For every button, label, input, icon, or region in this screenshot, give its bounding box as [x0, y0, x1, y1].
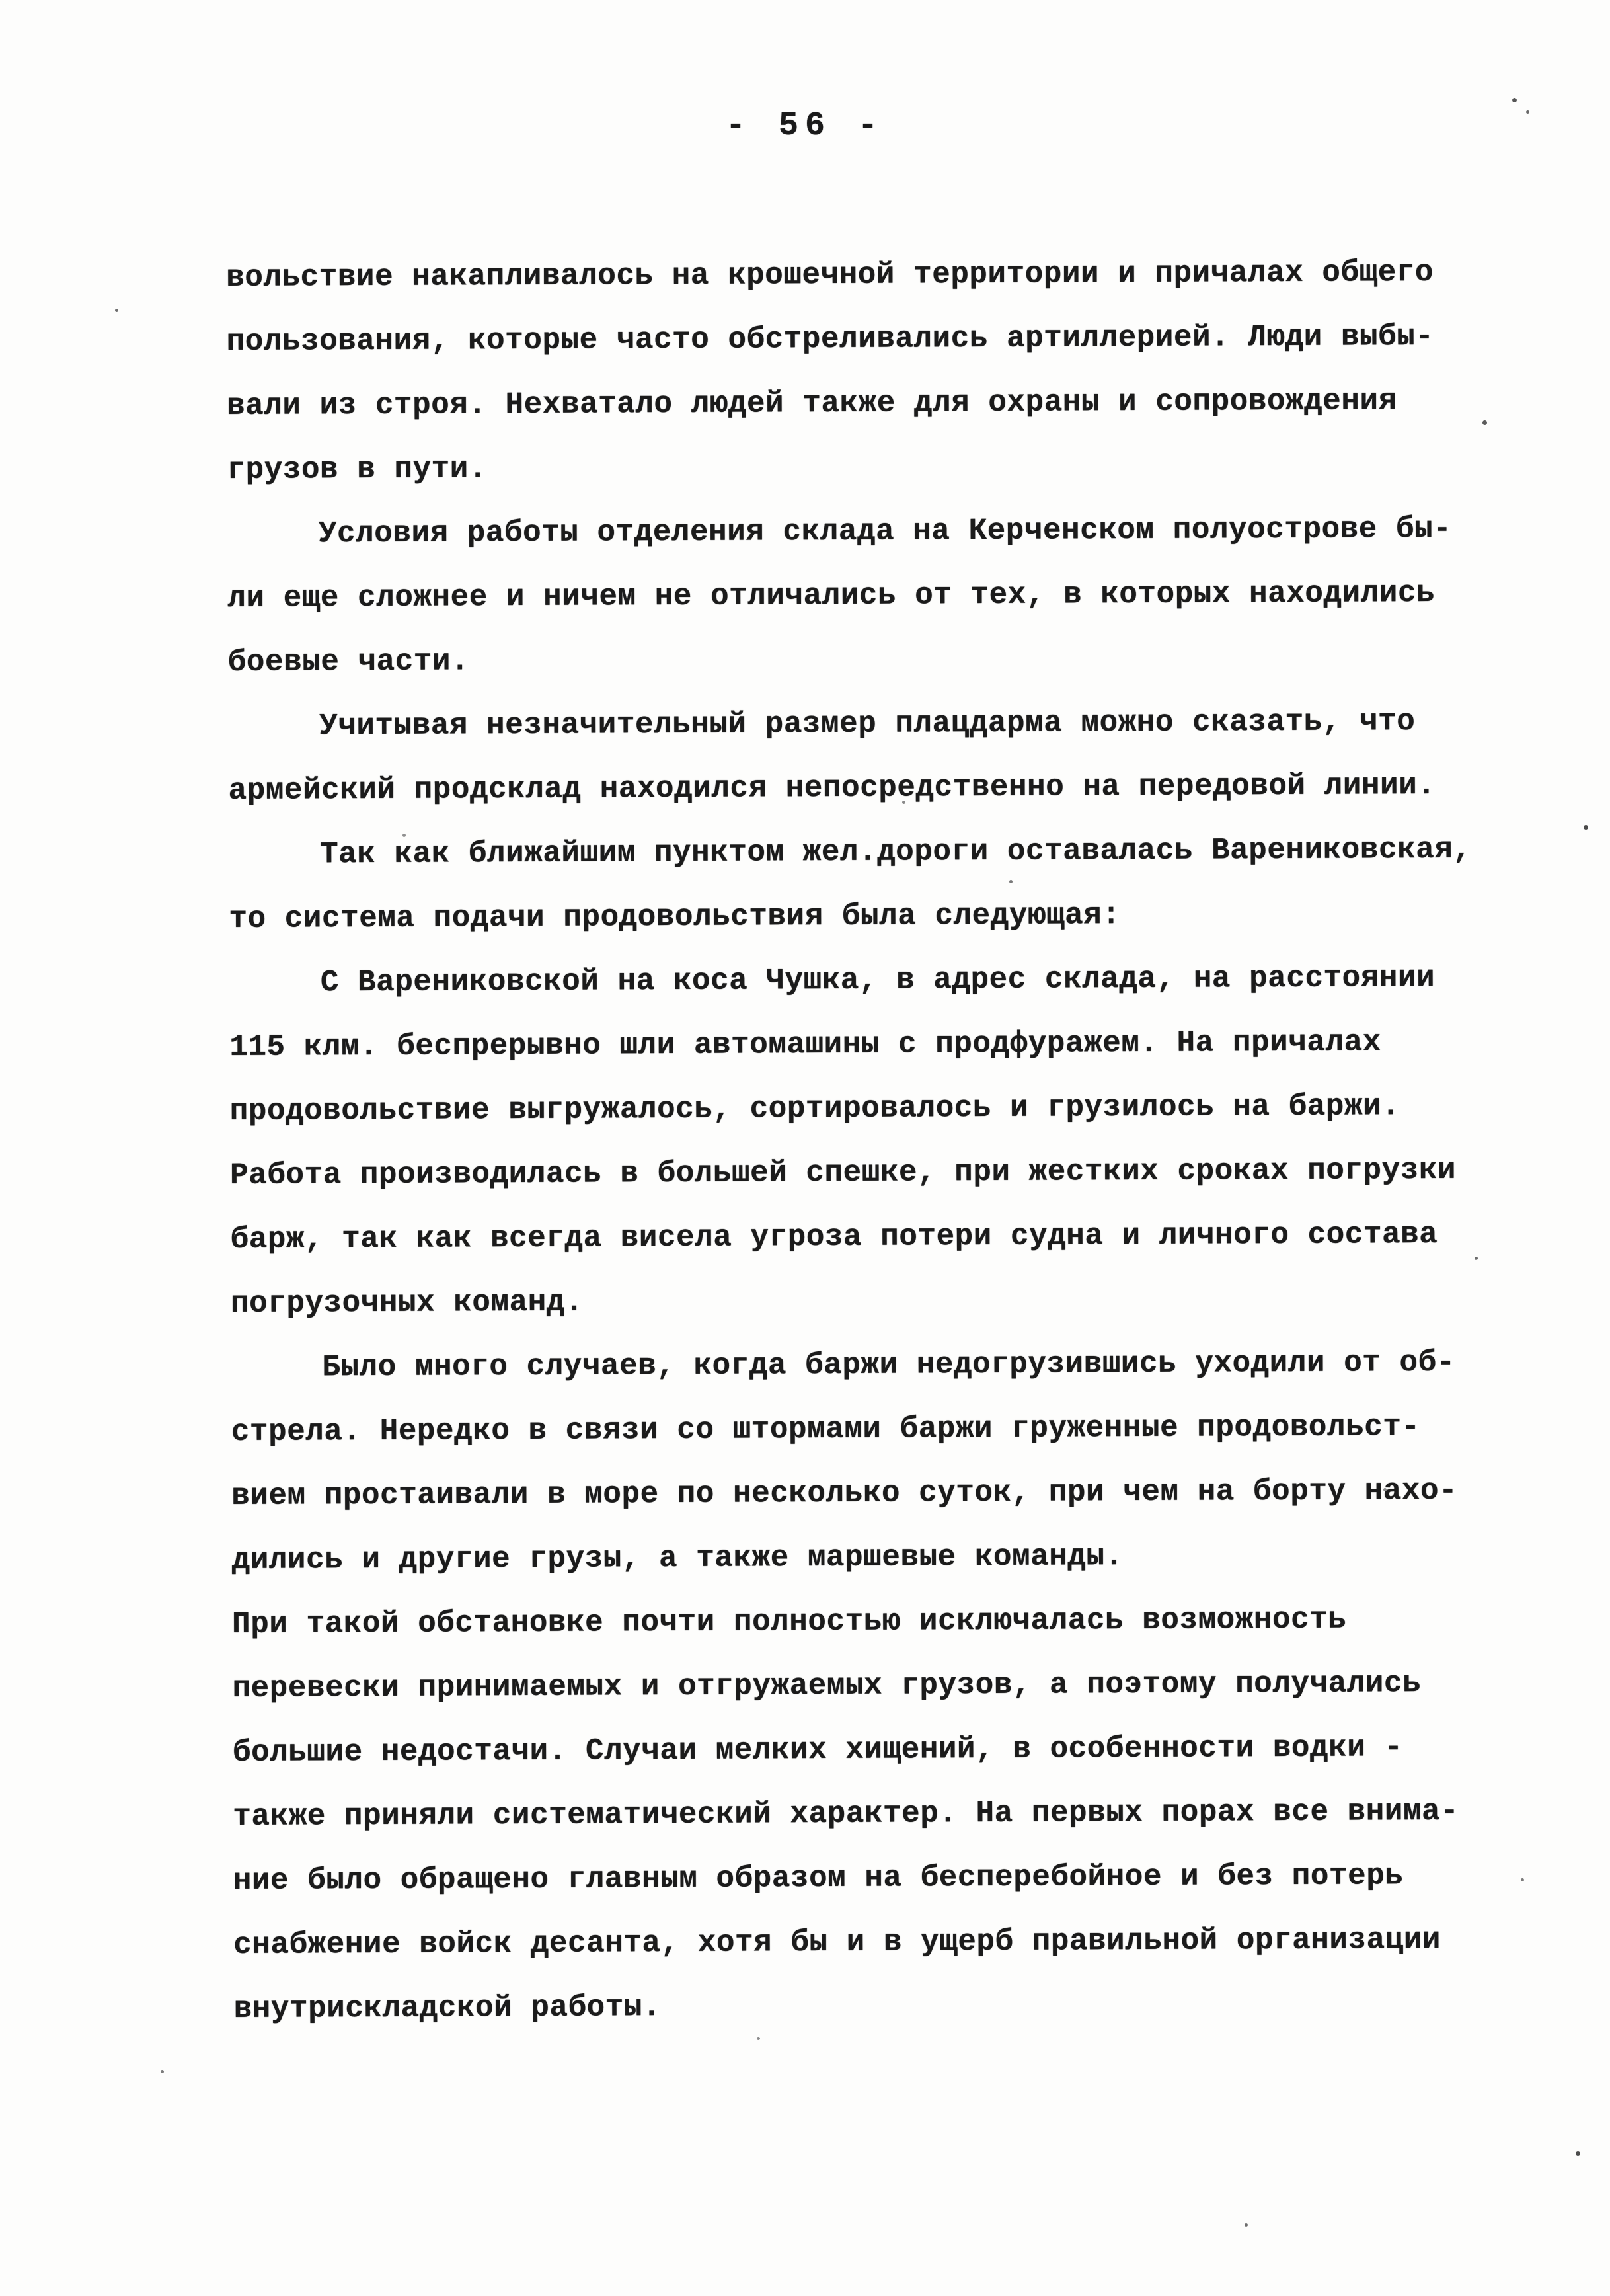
- text-line: При такой обстановке почти полностью исключалась возможность: [231, 1602, 1347, 1642]
- text-line: внутрискладской работы.: [233, 1990, 662, 2026]
- text-line: вольствие накапливалось на крошечной территории и причалах общего: [226, 255, 1434, 295]
- scan-noise-speckles: [0, 0, 2, 2]
- text-line: вали из строя. Нехватало людей также для охраны и сопровождения: [226, 383, 1397, 423]
- page-number: - 56 -: [725, 107, 885, 145]
- text-line: боевые части.: [227, 644, 470, 680]
- document-text-block: [226, 241, 1510, 2041]
- text-line: погрузочных команд.: [230, 1285, 584, 1321]
- text-line: стрела. Нередко в связи со штормами баржи груженные продовольст-: [231, 1409, 1420, 1449]
- text-line: ли еще сложнее и ничем не отличались от тех, в которых находились: [227, 576, 1436, 615]
- text-line: большие недостачи. Случаи мелких хищений, в особенности водки -: [232, 1730, 1403, 1770]
- text-line: ние было обращено главным образом на бесперебойное и без потерь: [233, 1858, 1404, 1898]
- text-line: Учитывая незначительный размер плацдарма можно сказать, что: [319, 704, 1416, 744]
- text-line: грузов в пути.: [227, 452, 488, 487]
- text-line: 115 клм. беспрерывно шли автомашины с продфуражем. На причалах: [229, 1025, 1381, 1064]
- text-line: Так как ближайшим пунктом жел.дороги оставалась Варениковская,: [319, 832, 1472, 872]
- text-line: дились и другие грузы, а также маршевые команды.: [231, 1539, 1124, 1577]
- text-line: Условия работы отделения склада на Керченском полуострове бы-: [318, 511, 1452, 551]
- text-line: перевески принимаемых и отгружаемых грузов, а поэтому получались: [232, 1666, 1422, 1706]
- text-line: Работа производилась в большей спешке, при жестких сроках погрузки: [230, 1152, 1457, 1193]
- text-line: барж, так как всегда висела угроза потери судна и личного состава: [230, 1217, 1438, 1257]
- text-line: пользования, которые часто обстреливались артиллерией. Люди выбы-: [226, 319, 1434, 359]
- text-line: С Варениковской на коса Чушка, в адрес склада, на расстоянии: [320, 961, 1436, 1000]
- text-line: вием простаивали в море по несколько суток, при чем на борту нахо-: [231, 1473, 1458, 1513]
- text-line: Было много случаев, когда баржи недогрузившись уходили от об-: [322, 1345, 1455, 1385]
- text-line: снабжение войск десанта, хотя бы и в ущерб правильной организации: [233, 1922, 1441, 1962]
- text-line: то система подачи продовольствия была следующая:: [229, 898, 1121, 936]
- text-line: армейский продсклад находился непосредственно на передовой линии.: [228, 768, 1436, 808]
- text-line: продовольствие выгружалось, сортировалось и грузилось на баржи.: [229, 1089, 1400, 1128]
- text-line: также приняли систематический характер. На первых порах все внима-: [233, 1794, 1459, 1834]
